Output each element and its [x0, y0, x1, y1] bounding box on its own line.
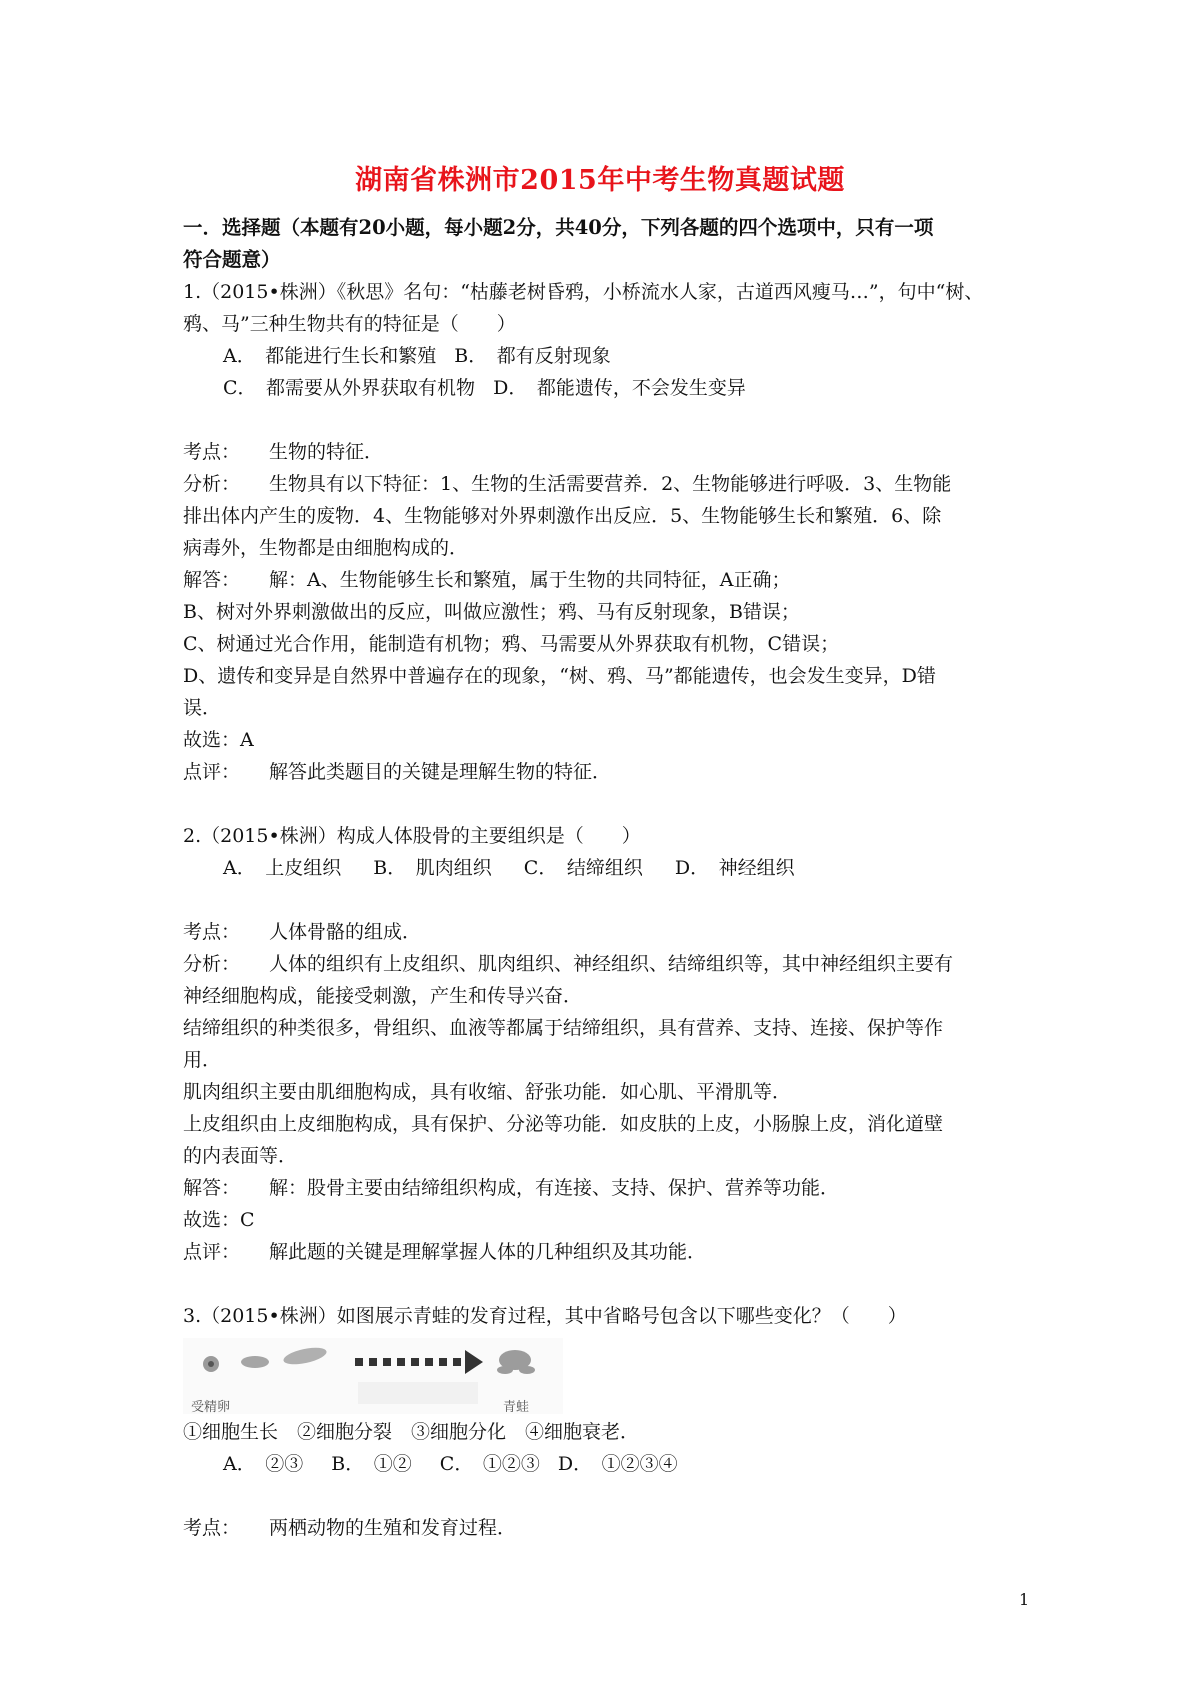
q2-answer: 故选：C [183, 1209, 255, 1231]
q2-option-c: C． 结缔组织 [523, 857, 643, 879]
page-title: 湖南省株洲市2015年中考生物真题试题 [355, 165, 845, 196]
q2-fenxi-line-2: 神经细胞构成，能接受刺激，产生和传导兴奋． [183, 985, 583, 1007]
q1-option-c: C． 都需要从外界获取有机物 [223, 377, 476, 399]
q2-kaodian-label: 考点： [183, 921, 241, 943]
q3-kaodian-label: 考点： [183, 1517, 241, 1539]
q3-option-a: A． ②③ [223, 1453, 304, 1475]
q1-kaodian-text: 生物的特征． [269, 441, 384, 463]
q2-option-b: B． 肌肉组织 [373, 857, 492, 879]
q2-fenxi-line-7: 的内表面等． [183, 1145, 298, 1167]
q1-jieda-line-5: 误． [183, 697, 222, 719]
q1-jieda-text-1: 解：A、生物能够生长和繁殖，属于生物的共同特征，A正确； [269, 569, 791, 591]
q1-stem-line-1: 1.（2015•株洲）《秋思》名句：“枯藤老树昏鸦，小桥流水人家，古道西风瘦马…”，句中“树、 [183, 281, 984, 303]
question-2 [183, 820, 1033, 1268]
q1-answer: 故选：A [183, 729, 254, 751]
q2-stem: 2.（2015•株洲）构成人体股骨的主要组织是（ ） [183, 825, 641, 847]
question-3 [183, 1300, 1033, 1544]
section-heading-line-1: 一．选择题（本题有20小题，每小题2分，共40分，下列各题的四个选项中，只有一项 [183, 216, 934, 239]
q1-dianping [183, 756, 1033, 788]
q1-fenxi-text-1: 生物具有以下特征：1、生物的生活需要营养．2、生物能够进行呼吸．3、生物能 [269, 473, 952, 495]
q1-fenxi-line-1 [183, 468, 1033, 500]
q2-fenxi-line-3: 结缔组织的种类很多，骨组织、血液等都属于结缔组织，具有营养、支持、连接、保护等作 [183, 1017, 944, 1039]
q2-jieda-label: 解答： [183, 1177, 241, 1199]
q3-option-c: C． ①②③ [439, 1453, 540, 1475]
q1-option-a: A． 都能进行生长和繁殖 [223, 345, 437, 367]
q1-options-row-1 [183, 340, 1033, 372]
section-heading [183, 212, 1033, 276]
q2-dianping-label: 点评： [183, 1241, 241, 1263]
q2-jieda-text: 解：股骨主要由结缔组织构成，有连接、支持、保护、营养等功能． [269, 1177, 840, 1199]
tadpole-early-icon [241, 1356, 269, 1368]
q2-fenxi-line-1 [183, 948, 1033, 980]
q1-jieda-line-4: D、遗传和变异是自然界中普遍存在的现象，“树、鸦、马”都能遗传，也会发生变异，D错 [183, 665, 936, 687]
q1-jieda-label: 解答： [183, 569, 241, 591]
q2-option-a: A． 上皮组织 [223, 857, 342, 879]
question-1 [183, 276, 1033, 788]
frog-development-figure [183, 1338, 563, 1414]
q2-dianping-text: 解此题的关键是理解掌握人体的几种组织及其功能． [269, 1241, 707, 1263]
q1-fenxi-line-2: 排出体内产生的废物．4、生物能够对外界刺激作出反应．5、生物能够生长和繁殖．6、除 [183, 505, 942, 527]
q1-dianping-label: 点评： [183, 761, 241, 783]
q1-jieda-line-1 [183, 564, 1033, 596]
q3-option-b: B． ①② [331, 1453, 412, 1475]
q2-fenxi-label: 分析： [183, 953, 241, 975]
q3-kaodian [183, 1512, 1033, 1544]
q1-kaodian [183, 436, 1033, 468]
page-number: 1 [1019, 1590, 1030, 1609]
q2-fenxi-line-5: 肌肉组织主要由肌细胞构成，具有收缩、舒张功能．如心肌、平滑肌等． [183, 1081, 792, 1103]
q3-stem: 3.（2015•株洲）如图展示青蛙的发育过程，其中省略号包含以下哪些变化？（ ） [183, 1305, 907, 1327]
q3-option-d: D． ①②③④ [557, 1453, 678, 1475]
q3-items: ①细胞生长 ②细胞分裂 ③细胞分化 ④细胞衰老． [183, 1421, 640, 1443]
q1-option-d: D． 都能遗传，不会发生变异 [493, 377, 746, 399]
q1-jieda-line-2: B、树对外界刺激做出的反应，叫做应激性；鸦、马有反射现象，B错误； [183, 601, 800, 623]
section-heading-line-2: 符合题意） [183, 248, 281, 271]
q2-options-row [183, 852, 1033, 884]
figure-label-fertilized-egg: 受精卵 [191, 1400, 231, 1415]
q1-fenxi-line-3: 病毒外，生物都是由细胞构成的． [183, 537, 469, 559]
q1-jieda-line-3: C、树通过光合作用，能制造有机物；鸦、马需要从外界获取有机物，C错误； [183, 633, 840, 655]
q2-kaodian [183, 916, 1033, 948]
q2-fenxi-line-6: 上皮组织由上皮细胞构成，具有保护、分泌等功能．如皮肤的上皮，小肠腺上皮，消化道壁 [183, 1113, 944, 1135]
q2-dianping [183, 1236, 1033, 1268]
q2-fenxi-text-1: 人体的组织有上皮组织、肌肉组织、神经组织、结缔组织等，其中神经组织主要有 [269, 953, 954, 975]
q3-kaodian-text: 两栖动物的生殖和发育过程． [269, 1517, 517, 1539]
q1-dianping-text: 解答此类题目的关键是理解生物的特征． [269, 761, 612, 783]
document-body [183, 212, 1033, 1544]
q1-fenxi-label: 分析： [183, 473, 241, 495]
q1-stem-line-2: 鸦、马”三种生物共有的特征是（ ） [183, 313, 516, 335]
q1-options-row-2 [183, 372, 1033, 404]
q3-options-row [183, 1448, 1033, 1480]
q2-fenxi-line-4: 用． [183, 1049, 222, 1071]
q1-option-b: B． 都有反射现象 [454, 345, 611, 367]
q2-option-d: D． 神经组织 [674, 857, 795, 879]
q2-jieda [183, 1172, 1033, 1204]
figure-label-frog: 青蛙 [503, 1400, 530, 1415]
q1-kaodian-label: 考点： [183, 441, 241, 463]
q2-kaodian-text: 人体骨骼的组成． [269, 921, 422, 943]
